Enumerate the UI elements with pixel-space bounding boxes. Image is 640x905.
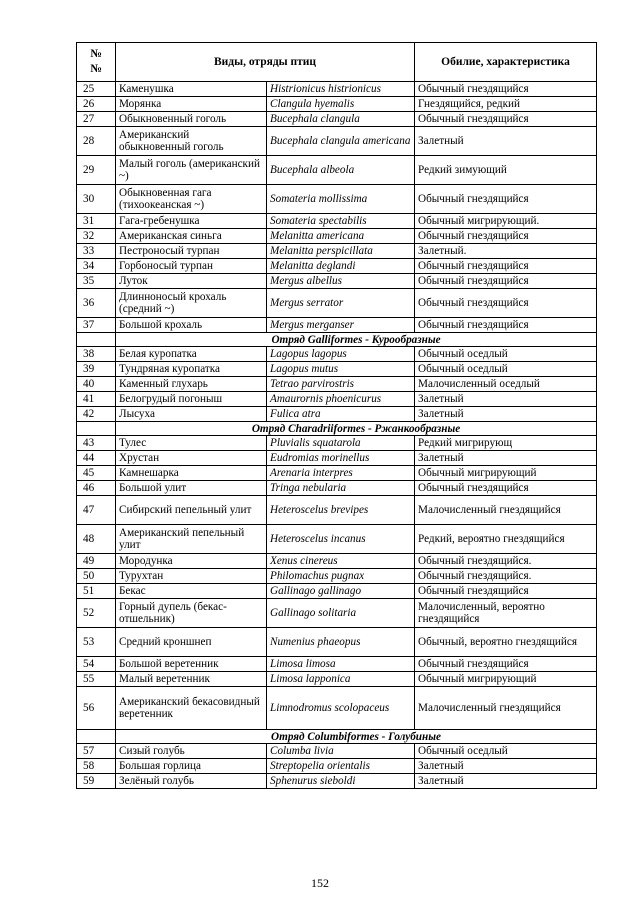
species-name-ru: Тулес [116, 436, 267, 451]
row-number: 25 [77, 82, 116, 97]
species-name-ru: Каменный глухарь [116, 377, 267, 392]
table-row [77, 451, 597, 466]
species-name-ru: Хрустан [116, 451, 267, 466]
table-row [77, 362, 597, 377]
abundance-status: Обычный гнездящийся [415, 274, 597, 289]
row-number: 47 [77, 496, 116, 525]
abundance-status: Обычный мигрирующий [415, 672, 597, 687]
abundance-status: Обычный гнездящийся [415, 318, 597, 333]
species-name-latin: Lagopus lagopus [267, 347, 415, 362]
abundance-status: Залетный [415, 392, 597, 407]
abundance-status: Обычный гнездящийся. [415, 569, 597, 584]
species-name-ru: Средний кроншнеп [116, 628, 267, 657]
row-number: 34 [77, 259, 116, 274]
species-name-ru: Большой улит [116, 481, 267, 496]
abundance-status: Обычный гнездящийся. [415, 554, 597, 569]
species-name-latin: Numenius phaeopus [267, 628, 415, 657]
row-number: 28 [77, 127, 116, 156]
row-number: 58 [77, 759, 116, 774]
table-row [77, 274, 597, 289]
species-name-latin: Bucephala clangula americana [267, 127, 415, 156]
row-number: 55 [77, 672, 116, 687]
species-name-latin: Heteroscelus incanus [267, 525, 415, 554]
species-name-latin: Limnodromus scolopaceus [267, 687, 415, 730]
table-row [77, 774, 597, 789]
species-name-latin: Melanitta deglandi [267, 259, 415, 274]
species-name-ru: Пестроносый турпан [116, 244, 267, 259]
table-row [77, 744, 597, 759]
table-row [77, 259, 597, 274]
row-number: 37 [77, 318, 116, 333]
species-name-ru: Мородунка [116, 554, 267, 569]
abundance-status: Малочисленный оседлый [415, 377, 597, 392]
row-number: 27 [77, 112, 116, 127]
species-name-ru: Американский пепельный улит [116, 525, 267, 554]
species-name-latin: Bucephala clangula [267, 112, 415, 127]
abundance-status: Редкий зимующий [415, 156, 597, 185]
table-row [77, 244, 597, 259]
table-row [77, 525, 597, 554]
row-number: 45 [77, 466, 116, 481]
row-number: 29 [77, 156, 116, 185]
order-row [77, 333, 597, 347]
abundance-status: Редкий мигрирующ [415, 436, 597, 451]
abundance-status: Залетный [415, 774, 597, 789]
row-number: 54 [77, 657, 116, 672]
species-name-latin: Xenus cinereus [267, 554, 415, 569]
species-name-latin: Columba livia [267, 744, 415, 759]
header-number-line1: № [90, 48, 102, 60]
row-number: 57 [77, 744, 116, 759]
species-name-ru: Белая куропатка [116, 347, 267, 362]
row-number: 42 [77, 407, 116, 422]
table-row [77, 554, 597, 569]
table-row [77, 466, 597, 481]
table-row [77, 347, 597, 362]
row-number: 50 [77, 569, 116, 584]
species-name-ru: Горный дупель (бекас-отшельник) [116, 599, 267, 628]
species-name-ru: Луток [116, 274, 267, 289]
row-number: 56 [77, 687, 116, 730]
table-row [77, 97, 597, 112]
abundance-status: Обычный гнездящийся [415, 584, 597, 599]
table-row [77, 436, 597, 451]
page-number: 152 [311, 876, 329, 890]
order-title: Отряд Columbiformes - Голубиные [116, 730, 597, 744]
species-name-latin: Heteroscelus brevipes [267, 496, 415, 525]
abundance-status: Обычный оседлый [415, 744, 597, 759]
row-number: 33 [77, 244, 116, 259]
species-name-latin: Eudromias morinellus [267, 451, 415, 466]
abundance-status: Гнездящийся, редкий [415, 97, 597, 112]
table-row [77, 407, 597, 422]
species-name-ru: Сибирский пепельный улит [116, 496, 267, 525]
species-name-ru: Длинноносый крохаль (средний ~) [116, 289, 267, 318]
species-name-ru: Каменушка [116, 82, 267, 97]
table-row [77, 584, 597, 599]
abundance-status: Малочисленный, вероятно гнездящийся [415, 599, 597, 628]
table-row [77, 657, 597, 672]
species-name-ru: Обыкновенный гоголь [116, 112, 267, 127]
row-number: 41 [77, 392, 116, 407]
species-name-latin: Mergus serrator [267, 289, 415, 318]
order-title: Отряд Galliformes - Курообразные [116, 333, 597, 347]
abundance-status: Малочисленный гнездящийся [415, 687, 597, 730]
species-name-ru: Тундряная куропатка [116, 362, 267, 377]
species-name-latin: Bucephala albeola [267, 156, 415, 185]
abundance-status: Залетный [415, 451, 597, 466]
table-row [77, 229, 597, 244]
species-name-ru: Белогрудый погоныш [116, 392, 267, 407]
header-number [77, 43, 116, 82]
species-name-ru: Морянка [116, 97, 267, 112]
abundance-status: Обычный гнездящийся [415, 657, 597, 672]
table-row [77, 672, 597, 687]
species-name-latin: Philomachus pugnax [267, 569, 415, 584]
table-row [77, 392, 597, 407]
table-row [77, 156, 597, 185]
species-name-latin: Limosa lapponica [267, 672, 415, 687]
row-number: 52 [77, 599, 116, 628]
species-name-ru: Горбоносый турпан [116, 259, 267, 274]
abundance-status: Обычный оседлый [415, 347, 597, 362]
order-number-cell [77, 333, 116, 347]
row-number: 44 [77, 451, 116, 466]
table-row [77, 628, 597, 657]
table-row [77, 759, 597, 774]
species-name-latin: Amaurornis phoenicurus [267, 392, 415, 407]
species-name-ru: Американская синьга [116, 229, 267, 244]
table-row [77, 318, 597, 333]
row-number: 30 [77, 185, 116, 214]
species-name-ru: Камнешарка [116, 466, 267, 481]
species-name-latin: Streptopelia orientalis [267, 759, 415, 774]
header-number-line2: № [90, 63, 102, 75]
species-name-ru: Большой крохаль [116, 318, 267, 333]
order-number-cell [77, 422, 116, 436]
species-name-latin: Mergus merganser [267, 318, 415, 333]
species-name-latin: Pluvialis squatarola [267, 436, 415, 451]
row-number: 48 [77, 525, 116, 554]
abundance-status: Залетный [415, 759, 597, 774]
abundance-status: Обычный гнездящийся [415, 82, 597, 97]
table-header-row [77, 43, 597, 82]
species-name-ru: Гага-гребенушка [116, 214, 267, 229]
species-name-ru: Зелёный голубь [116, 774, 267, 789]
abundance-status: Обычный мигрирующий [415, 466, 597, 481]
species-name-ru: Малый веретенник [116, 672, 267, 687]
order-number-cell [77, 730, 116, 744]
abundance-status: Обычный гнездящийся [415, 229, 597, 244]
species-name-ru: Турухтан [116, 569, 267, 584]
species-name-latin: Histrionicus histrionicus [267, 82, 415, 97]
table-body [77, 82, 597, 789]
row-number: 49 [77, 554, 116, 569]
row-number: 43 [77, 436, 116, 451]
species-name-latin: Gallinago solitaria [267, 599, 415, 628]
row-number: 31 [77, 214, 116, 229]
table-row [77, 82, 597, 97]
abundance-status: Обычный, вероятно гнездящийся [415, 628, 597, 657]
abundance-status: Залетный [415, 407, 597, 422]
species-table [76, 42, 597, 789]
row-number: 51 [77, 584, 116, 599]
abundance-status: Залетный [415, 127, 597, 156]
species-name-latin: Melanitta americana [267, 229, 415, 244]
species-name-latin: Arenaria interpres [267, 466, 415, 481]
row-number: 39 [77, 362, 116, 377]
header-species: Виды, отряды птиц [116, 43, 415, 82]
table-row [77, 112, 597, 127]
species-name-ru: Обыкновенная гага (тихоокеанская ~) [116, 185, 267, 214]
table-row [77, 481, 597, 496]
species-name-latin: Limosa limosa [267, 657, 415, 672]
species-name-ru: Бекас [116, 584, 267, 599]
table-row [77, 127, 597, 156]
header-abundance: Обилие, характеристика [415, 43, 597, 82]
species-name-ru: Большой веретенник [116, 657, 267, 672]
row-number: 38 [77, 347, 116, 362]
abundance-status: Обычный гнездящийся [415, 185, 597, 214]
species-name-ru: Сизый голубь [116, 744, 267, 759]
order-title: Отряд Charadriiformes - Ржанкообразные [116, 422, 597, 436]
abundance-status: Обычный гнездящийся [415, 259, 597, 274]
species-name-ru: Лысуха [116, 407, 267, 422]
row-number: 32 [77, 229, 116, 244]
order-row [77, 730, 597, 744]
row-number: 40 [77, 377, 116, 392]
species-name-latin: Mergus albellus [267, 274, 415, 289]
species-name-latin: Somateria spectabilis [267, 214, 415, 229]
species-name-ru: Американский обыкновенный гоголь [116, 127, 267, 156]
abundance-status: Залетный. [415, 244, 597, 259]
table-row [77, 377, 597, 392]
table-row [77, 496, 597, 525]
row-number: 35 [77, 274, 116, 289]
row-number: 36 [77, 289, 116, 318]
species-name-latin: Melanitta perspicillata [267, 244, 415, 259]
row-number: 53 [77, 628, 116, 657]
abundance-status: Обычный гнездящийся [415, 112, 597, 127]
order-row [77, 422, 597, 436]
abundance-status: Обычный оседлый [415, 362, 597, 377]
table-row [77, 185, 597, 214]
species-name-latin: Lagopus mutus [267, 362, 415, 377]
species-name-ru: Малый гоголь (американский ~) [116, 156, 267, 185]
table-row [77, 214, 597, 229]
row-number: 59 [77, 774, 116, 789]
abundance-status: Обычный мигрирующий. [415, 214, 597, 229]
abundance-status: Редкий, вероятно гнездящийся [415, 525, 597, 554]
species-name-latin: Gallinago gallinago [267, 584, 415, 599]
abundance-status: Обычный гнездящийся [415, 289, 597, 318]
row-number: 26 [77, 97, 116, 112]
abundance-status: Малочисленный гнездящийся [415, 496, 597, 525]
species-name-latin: Tetrao parvirostris [267, 377, 415, 392]
species-name-latin: Somateria mollissima [267, 185, 415, 214]
species-name-latin: Fulica atra [267, 407, 415, 422]
table-row [77, 569, 597, 584]
species-name-latin: Tringa nebularia [267, 481, 415, 496]
abundance-status: Обычный гнездящийся [415, 481, 597, 496]
species-name-ru: Большая горлица [116, 759, 267, 774]
table-row [77, 599, 597, 628]
species-name-latin: Clangula hyemalis [267, 97, 415, 112]
table-row [77, 289, 597, 318]
row-number: 46 [77, 481, 116, 496]
table-row [77, 687, 597, 730]
species-name-ru: Американский бекасовидный веретенник [116, 687, 267, 730]
species-name-latin: Sphenurus sieboldi [267, 774, 415, 789]
